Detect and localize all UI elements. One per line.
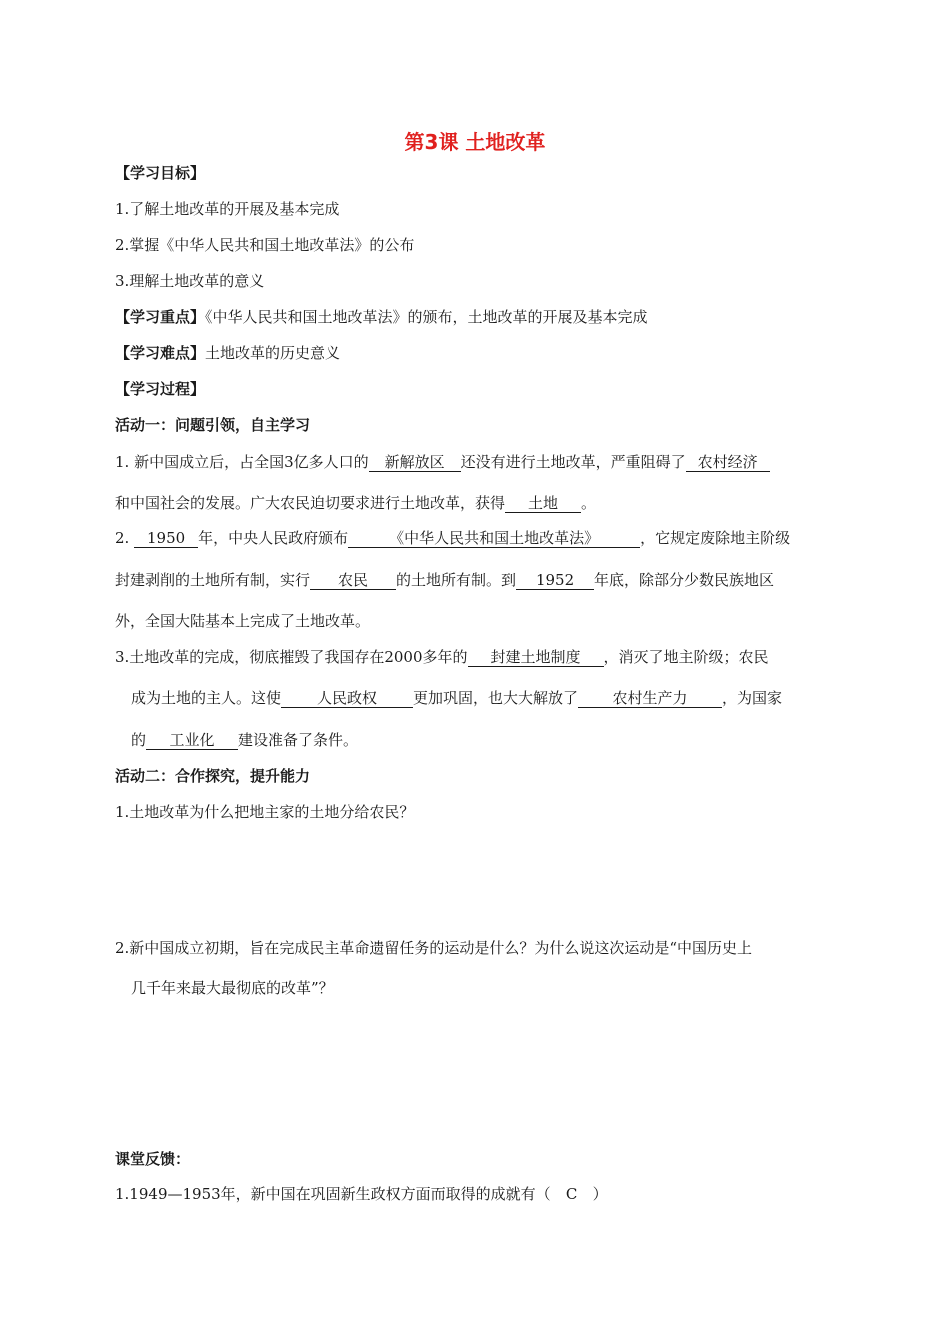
fill-blank-answer: 1950 xyxy=(134,530,198,548)
activity2-q1: 1.土地改革为什么把地主家的土地分给农民？ xyxy=(115,803,415,821)
activity1-q1-line2 xyxy=(115,493,596,513)
objective-item: 3.理解土地改革的意义 xyxy=(115,272,265,290)
feedback-header: 课堂反馈： xyxy=(115,1150,191,1168)
activity1-q2-line1 xyxy=(115,528,790,548)
text-segment: ，消灭了地主阶级；农民 xyxy=(603,648,769,666)
text-segment: 的 xyxy=(131,731,147,749)
text-segment: 。 xyxy=(581,494,597,512)
text-segment: 1.1949—1953年，新中国在巩固新生政权方面而取得的成就有（ xyxy=(115,1185,551,1203)
objectives-header: 【学习目标】 xyxy=(115,164,206,182)
activity1-q2-line2 xyxy=(115,570,774,590)
text-segment: ，它规定废除地主阶级 xyxy=(640,529,791,547)
activity2-q2-line1: 2.新中国成立初期，旨在完成民主革命遗留任务的运动是什么？为什么说这次运动是“中国历史上 xyxy=(115,939,752,957)
text-segment: 封建剥削的土地所有制，实行 xyxy=(115,571,311,589)
text-segment: 还没有进行土地改革，严重阻碍了 xyxy=(460,453,686,471)
difficulties-label: 【学习难点】 xyxy=(115,344,206,362)
text-segment: ，为国家 xyxy=(722,689,783,707)
fill-blank-answer: 农村生产力 xyxy=(578,690,722,708)
fill-blank-answer: 新解放区 xyxy=(369,454,461,472)
process-header: 【学习过程】 xyxy=(115,380,206,398)
key-points-label: 【学习重点】 xyxy=(115,308,206,326)
fill-blank-answer: 农民 xyxy=(310,572,396,590)
fill-blank-answer: 1952 xyxy=(516,572,594,590)
fill-blank-answer: 土地 xyxy=(505,495,581,513)
activity1-q3-line3 xyxy=(131,730,358,750)
key-points xyxy=(115,307,648,327)
page-title: 第3课 土地改革 xyxy=(404,130,546,154)
activity1-q2-line3: 外，全国大陆基本上完成了土地改革。 xyxy=(115,612,371,630)
activity2-header: 活动二：合作探究，提升能力 xyxy=(115,767,311,785)
objective-item: 2.掌握《中华人民共和国土地改革法》的公布 xyxy=(115,236,415,254)
text-segment: 成为土地的主人。这使 xyxy=(131,689,282,707)
activity1-q3-line1 xyxy=(115,647,769,667)
key-points-text: 《中华人民共和国土地改革法》的颁布，土地改革的开展及基本完成 xyxy=(205,308,648,326)
objective-item: 1.了解土地改革的开展及基本完成 xyxy=(115,200,340,218)
answer-choice: C xyxy=(565,1185,578,1203)
text-segment: 的土地所有制。到 xyxy=(396,571,517,589)
text-segment: ） xyxy=(592,1185,608,1203)
fill-blank-answer: 农村经济 xyxy=(686,454,770,472)
difficulties xyxy=(115,343,340,363)
feedback-q1 xyxy=(115,1184,608,1204)
difficulties-text: 土地改革的历史意义 xyxy=(205,344,341,362)
text-segment: 年底，除部分少数民族地区 xyxy=(594,571,775,589)
activity2-q2-line2: 几千年来最大最彻底的改革”？ xyxy=(131,979,334,997)
fill-blank-answer: 封建土地制度 xyxy=(468,649,604,667)
text-segment: 年，中央人民政府颁布 xyxy=(198,529,349,547)
fill-blank-answer: 人民政权 xyxy=(281,690,413,708)
text-segment: 更加巩固，也大大解放了 xyxy=(413,689,579,707)
text-segment: 和中国社会的发展。广大农民迫切要求进行土地改革，获得 xyxy=(115,494,506,512)
text-segment: 1. 新中国成立后，占全国3亿多人口的 xyxy=(115,453,369,471)
activity1-q3-line2 xyxy=(131,688,782,708)
fill-blank-answer: 工业化 xyxy=(146,732,238,750)
activity1-q1-line1 xyxy=(115,452,770,472)
text-segment: 建设准备了条件。 xyxy=(238,731,359,749)
text-segment: 3.土地改革的完成，彻底摧毁了我国存在2000多年的 xyxy=(115,648,468,666)
text-segment: 2. xyxy=(115,529,135,547)
activity1-header: 活动一：问题引领，自主学习 xyxy=(115,416,311,434)
fill-blank-answer: 《中华人民共和国土地改革法》 xyxy=(348,530,640,548)
